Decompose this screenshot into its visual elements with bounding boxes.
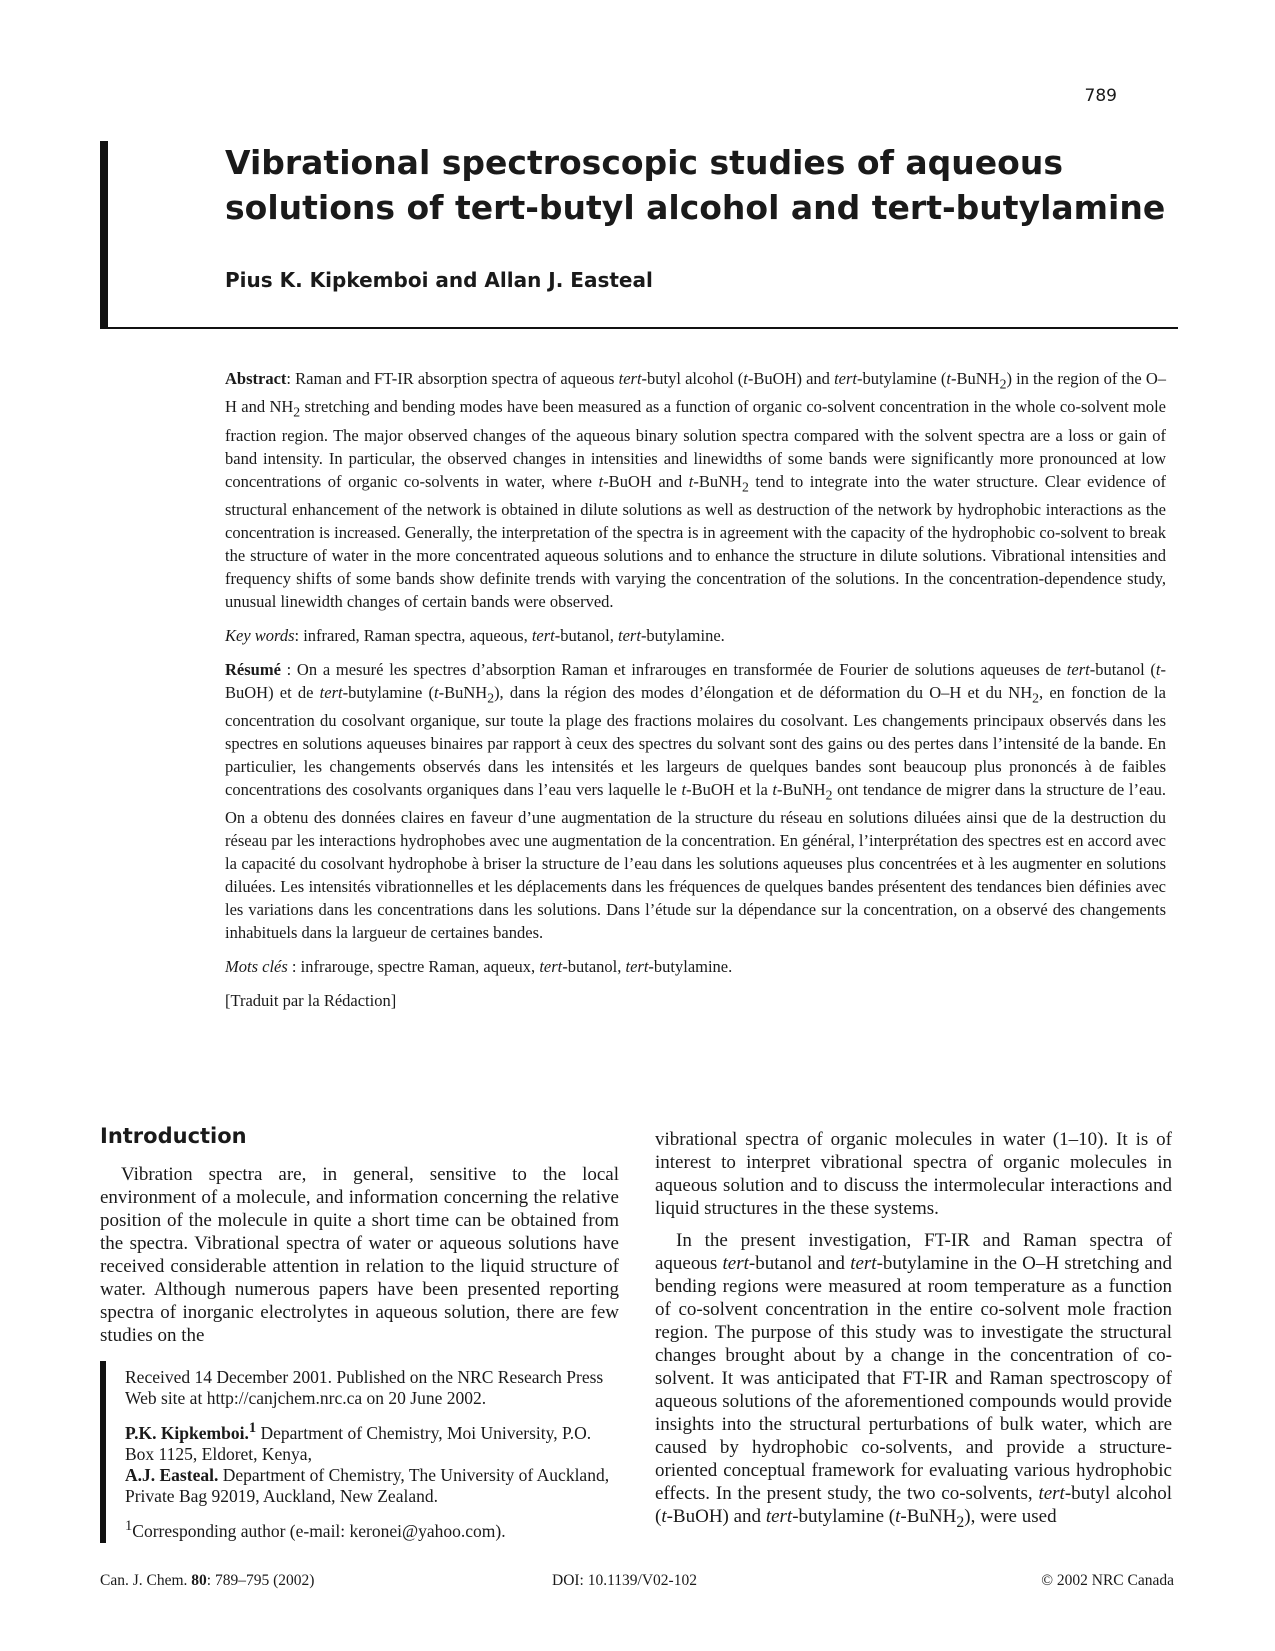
mots-cles-text: : infrarouge, spectre Raman, aqueux, tert-butanol, tert-butylamine.: [287, 957, 733, 977]
corresponding-superscript: 1: [125, 1517, 133, 1534]
author1-superscript: 1: [248, 1420, 257, 1436]
keywords-paragraph: [225, 624, 1166, 647]
abstract-label: Abstract: [225, 369, 287, 388]
footer-copyright: © 2002 NRC Canada: [1041, 1572, 1174, 1589]
corresponding-author: [125, 1516, 619, 1542]
intro-paragraph-right-2: In the present investigation, FT-IR and Raman spectra of aqueous tert-butanol and tert-butylamine in the O–H stretching and bending regions were measured at room temperature as a function of co-solvent concentration in the entire co-solvent mole fraction region. The purpose of this study was to investigate the structural changes brought about by a change in the concentration of co-solvent. It was anticipated that FT-IR and Raman spectroscopy of aqueous solutions of the aforementioned compounds would provide insights into the structural perturbations of bulk water, which are caused by hydrophobic co-solvents, and provide a structure-oriented conceptual framework for evaluating various hydrophobic effects. In the present study, the two co-solvents, tert-butyl alcohol (t-BuOH) and tert-butylamine (t-BuNH$_2$), were used: [655, 1230, 1172, 1531]
resume-text: : On a mesuré les spectres d’absorption Raman et infrarouges en transformée de Fourier de solutions aqueuses de tert-butanol (t-BuOH) et de tert-butylamine (t-BuNH$_2$), dans la région des modes d’élongation et de déformation du O–H et du $NH_2$, en fonction de la concentration du cosolvant organique, sur toute la plage des fractions molaires du cosolvant. Les changements principaux observés dans les spectres en solutions aqueuses binaires par rapport à ceux des spectres du solvant sont des gains ou des pertes dans l’intensité de la bande. En particulier, les changements observés dans les intensités et les largeurs de quelques bandes sont beaucoup plus prononcés à de faibles concentrations des cosolvants organiques dans l’eau vers laquelle le t-BuOH et la t-BuNH$_2$ ont tendance de migrer dans la structure de l’eau. On a obtenu des données claires en faveur d’une augmentation de la structure du réseau en solutions diluées ainsi que de la destruction du réseau par les interactions hydrophobes avec une augmentation de la concentration. En général, l’interprétation des spectres est en accord avec la capacité du cosolvant hydrophobe à briser la structure de l’eau dans les solutions aqueuses plus concentrées et à les augmenter en solutions diluées. Les intensités vibrationnelles et les déplacements dans les fréquences de quelques bandes présentent des tendances bien définies avec les variations dans les concentrations dans les solutions. Dans l’étude sur la dépendance sur la concentration, on a observé des changements inhabituels dans la largueur de certaines bandes.: [225, 659, 1166, 943]
introduction-heading: Introduction: [100, 1124, 247, 1148]
translation-note: [Traduit par la Rédaction]: [225, 991, 397, 1011]
author1-affiliation: Department of Chemistry, Moi University, P.O. Box 1125, Eldoret, Kenya,: [125, 1422, 592, 1464]
right-column: [655, 1128, 1172, 1543]
affiliation-2: [125, 1465, 619, 1507]
header-rule: [100, 327, 1178, 329]
mots-cles-paragraph: [225, 955, 1166, 978]
author2-affiliation: Department of Chemistry, The University of Auckland, Private Bag 92019, Auckland, New Zealand.: [125, 1464, 610, 1506]
abstract-paragraph: [225, 367, 1166, 613]
footer-journal: Can. J. Chem.: [100, 1572, 188, 1589]
title-bar: [100, 141, 108, 329]
received-note: Received 14 December 2001. Published on the NRC Research Press Web site at http://canjchem.nrc.ca on 20 June 2002.: [125, 1367, 604, 1408]
author2-name: A.J. Easteal.: [125, 1464, 219, 1485]
footer-doi: DOI: 10.1139/V02-102: [552, 1572, 697, 1589]
author1-name: P.K. Kipkemboi.: [125, 1422, 249, 1443]
keywords-text: : infrared, Raman spectra, aqueous, tert-butanol, tert-butylamine.: [294, 625, 725, 645]
author-line: Pius K. Kipkemboi and Allan J. Easteal: [225, 268, 653, 292]
resume-label: Résumé: [225, 659, 281, 679]
intro-paragraph-left: Vibration spectra are, in general, sensitive to the local environment of a molecule, and information concerning the relative position of the molecule in quite a short time can be obtained from the spectra. Vibrational spectra of water or aqueous solutions have received considerable attention in relation to the liquid structure of water. Although numerous papers have been presented reporting spectra of inorganic electrolytes in aqueous solution, there are few studies on the: [100, 1164, 619, 1346]
affiliations: [125, 1418, 619, 1465]
intro-paragraph-right-1: vibrational spectra of organic molecules in water (1–10). It is of interest to interpret vibrational spectra of organic molecules in aqueous solution and to discuss the intermolecular interactions and liquid structures in the these systems.: [655, 1129, 1172, 1219]
resume-paragraph: [225, 658, 1166, 945]
abstract-block: [225, 367, 1166, 1023]
keywords-label: Key words: [225, 625, 295, 645]
left-column: [100, 1163, 619, 1347]
footnote-bar: [100, 1361, 106, 1543]
corresponding-text: Corresponding author (e-mail: keronei@yahoo.com).: [132, 1520, 506, 1541]
footer-volume: 80: [191, 1572, 207, 1589]
mots-cles-label: Mots clés: [225, 957, 288, 977]
footnote-box: [125, 1367, 619, 1551]
abstract-text: : Raman and FT-IR absorption spectra of aqueous tert-butyl alcohol (t-BuOH) and tert-butylamine (t-BuNH$_2$) in the region of the O–H and $NH_2$ stretching and bending modes have been measured as a function of organic co-solvent concentration in the whole co-solvent mole fraction region. The major observed changes of the aqueous binary solution spectra compared with the solvent spectra are a loss or gain of band intensity. In particular, the observed changes in intensities and linewidths of some bands were significantly more pronounced at low concentrations of organic co-solvents in water, where t-BuOH and t-BuNH$_2$ tend to integrate into the water structure. Clear evidence of structural enhancement of the network is obtained in dilute solutions as well as destruction of the network by hydrophobic interactions as the concentration is increased. Generally, the interpretation of the spectra is in agreement with the capacity of the hydrophobic co-solvent to break the structure of water in the more concentrated aqueous solutions and to enhance the structure in dilute solutions. Vibrational intensities and frequency shifts of some bands show definite trends with varying the concentration of the solutions. In the concentration-dependence study, unusual linewidth changes of certain bands were observed.: [225, 369, 1167, 611]
page-number: 789: [1084, 86, 1117, 106]
article-title: Vibrational spectroscopic studies of aqueous solutions of tert-butyl alcohol and tert-butylamine: [225, 143, 1166, 227]
footer-citation: [100, 1572, 314, 1590]
footer-pages: : 789–795 (2002): [206, 1572, 315, 1589]
